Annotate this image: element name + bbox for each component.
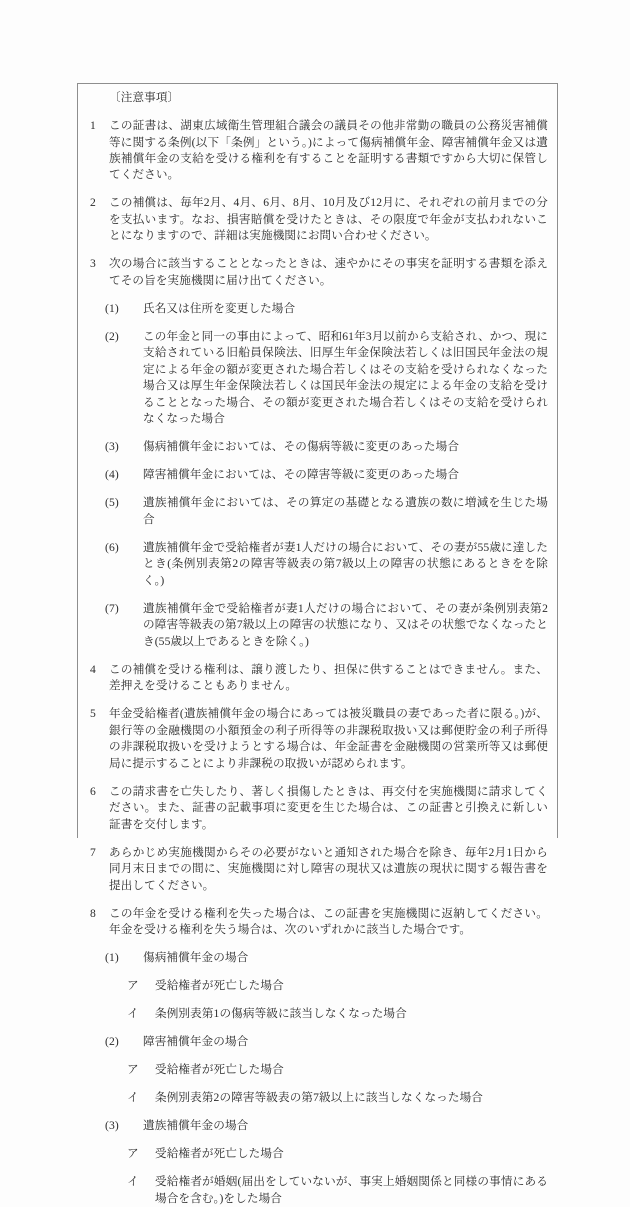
notice-item-marker: ア (127, 979, 139, 993)
notice-item-marker: 3 (90, 257, 96, 271)
notice-item-marker: (2) (105, 1035, 119, 1049)
notice-content (87, 90, 548, 1207)
notice-item-marker: 4 (90, 662, 96, 676)
notice-item-text: 遺族補償年金で受給権者が妻1人だけの場合において、その妻が条例別表第2の障害等級表の第7級以上の障害の状態になり、又はその状態でなくなったとき(55歳以上であるときを除く。) (143, 601, 548, 648)
notice-item-text: この請求書を亡失したり、著しく損傷したときは、再交付を実施機関に請求してください。また、証書の記載事項に変更を生じた場合は、この証書と引換えに新しい証書を交付します。 (109, 784, 548, 831)
notice-item-marker: イ (127, 1091, 139, 1105)
notice-item-marker: 7 (90, 845, 96, 859)
notice-item-text: 傷病補償年金の場合 (143, 951, 249, 965)
notice-item (87, 1146, 548, 1162)
notice-item (87, 439, 548, 455)
notice-item-marker: ア (127, 1147, 139, 1161)
notice-item (87, 1006, 548, 1022)
notice-item (87, 1090, 548, 1106)
notice-item-marker: イ (127, 1007, 139, 1021)
notice-item-marker: イ (127, 1175, 139, 1189)
notice-heading: 〔注意事項〕 (109, 91, 180, 104)
notice-item-marker: ア (127, 1063, 139, 1077)
notice-item-text: 障害補償年金においては、その障害等級に変更のあった場合 (143, 468, 460, 482)
notice-item (87, 301, 548, 317)
notice-item-text: この年金と同一の事由によって、昭和61年3月以前から支給され、かつ、現に支給されている旧船員保険法、旧厚生年金保険法若しくは旧国民年金法の規定による年金の額が変更された場合若しくはその支給を受けられなくなった場合又は厚生年金保険法若しくは国民年金法の規定による年金の支給を受けることとなった場合、その額が変更された場合若しくはその支給を受けられなくなった場合 (143, 329, 548, 426)
notice-item (87, 495, 548, 528)
notice-item-marker: (3) (105, 1119, 119, 1133)
notice-item-marker: (5) (105, 496, 119, 510)
notice-item-marker: (7) (105, 601, 119, 615)
notice-item (87, 601, 548, 650)
notice-item-text: この補償を受ける権利は、譲り渡したり、担保に供することはできません。また、差押えを受けることもありません。 (109, 662, 548, 693)
notice-item-text: この証書は、湖東広域衛生管理組合議会の議員その他非常勤の職員の公務災害補償等に関する条例(以下「条例」という。)によって傷病補償年金、障害補償年金又は遺族補償年金の支給を受ける権利を有することを証明する書類ですから大切に保管してください。 (109, 119, 548, 182)
notice-item (87, 784, 548, 833)
notice-item-text: 傷病補償年金においては、その傷病等級に変更のあった場合 (143, 440, 460, 454)
notice-item-text: 遺族補償年金の場合 (143, 1119, 249, 1133)
notice-item-text: 障害補償年金の場合 (143, 1035, 249, 1049)
notice-item (87, 118, 548, 184)
notice-item-marker: (6) (105, 540, 119, 554)
notice-item-marker: (2) (105, 329, 119, 343)
notice-item-marker: 5 (90, 707, 96, 721)
notice-item (87, 256, 548, 289)
notice-item-text: この補償は、毎年2月、4月、6月、8月、10月及び12月に、それぞれの前月までの分を支払います。なお、損害賠償を受けたときは、その限度で年金が支払われないことになりますので、詳細は実施機関にお問い合わせください。 (109, 196, 548, 243)
notice-item-text: この年金を受ける権利を失った場合は、この証書を実施機関に返納してください。年金を受ける権利を失う場合は、次のいずれかに該当した場合です。 (109, 906, 548, 937)
notice-item (87, 845, 548, 894)
notice-item-text: 受給権者が死亡した場合 (155, 1063, 284, 1077)
notice-item (87, 1062, 548, 1078)
notice-item-marker: (1) (105, 301, 119, 315)
notice-item-text: 遺族補償年金で受給権者が妻1人だけの場合において、その妻が55歳に達したとき(条例別表第2の障害等級表の第7級以上の障害の状態にあるときをを除く。) (143, 540, 548, 587)
notice-item-marker: (1) (105, 951, 119, 965)
notice-item-marker: (4) (105, 468, 119, 482)
notice-box (77, 83, 558, 1205)
notice-item (87, 906, 548, 939)
notice-item-marker: 6 (90, 784, 96, 798)
notice-item (87, 540, 548, 589)
notice-item (87, 467, 548, 483)
notice-item-text: あらかじめ実施機関からその必要がないと通知された場合を除き、毎年2月1日から同月末日までの間に、実施機関に対し障害の現状又は遺族の現状に関する報告書を提出してください。 (109, 845, 548, 892)
notice-item (87, 1034, 548, 1050)
notice-item (87, 195, 548, 244)
notice-item-marker: 2 (90, 196, 96, 210)
notice-item (87, 329, 548, 428)
notice-item (87, 706, 548, 772)
notice-item (87, 662, 548, 695)
notice-item-text: 受給権者が婚姻(届出をしていないが、事実上婚姻関係と同様の事情にある場合を含む。)をした場合 (155, 1175, 548, 1205)
notice-item-marker: 8 (90, 906, 96, 920)
notice-item (87, 978, 548, 994)
notice-item-text: 遺族補償年金においては、その算定の基礎となる遺族の数に増減を生じた場合 (143, 496, 548, 526)
notice-item-text: 条例別表第2の障害等級表の第7級以上に該当しなくなった場合 (155, 1091, 483, 1105)
notice-item-text: 受給権者が死亡した場合 (155, 979, 284, 993)
notice-item-list (87, 118, 548, 1207)
notice-item-text: 条例別表第1の傷病等級に該当しなくなった場合 (155, 1007, 407, 1021)
notice-item (87, 1118, 548, 1134)
notice-item-text: 年金受給権者(遺族補償年金の場合にあっては被災職員の妻であった者に限る。)が、銀行等の金融機関の小額預金の利子所得等の非課税取扱い又は郵便貯金の利子所得の非課税取扱いを受けようとする場合は、年金証書を金融機関の営業所等又は郵便局に提示することにより非課税の取扱いが認められます。 (109, 707, 548, 770)
notice-item (87, 1174, 548, 1207)
notice-item-text: 氏名又は住所を変更した場合 (143, 301, 296, 315)
notice-item-text: 受給権者が死亡した場合 (155, 1147, 284, 1161)
notice-item-text: 次の場合に該当することとなったときは、速やかにその事実を証明する書類を添えてその旨を実施機関に届け出てください。 (109, 257, 548, 287)
notice-item-marker: (3) (105, 440, 119, 454)
notice-item-marker: 1 (90, 119, 96, 133)
notice-item (87, 950, 548, 966)
